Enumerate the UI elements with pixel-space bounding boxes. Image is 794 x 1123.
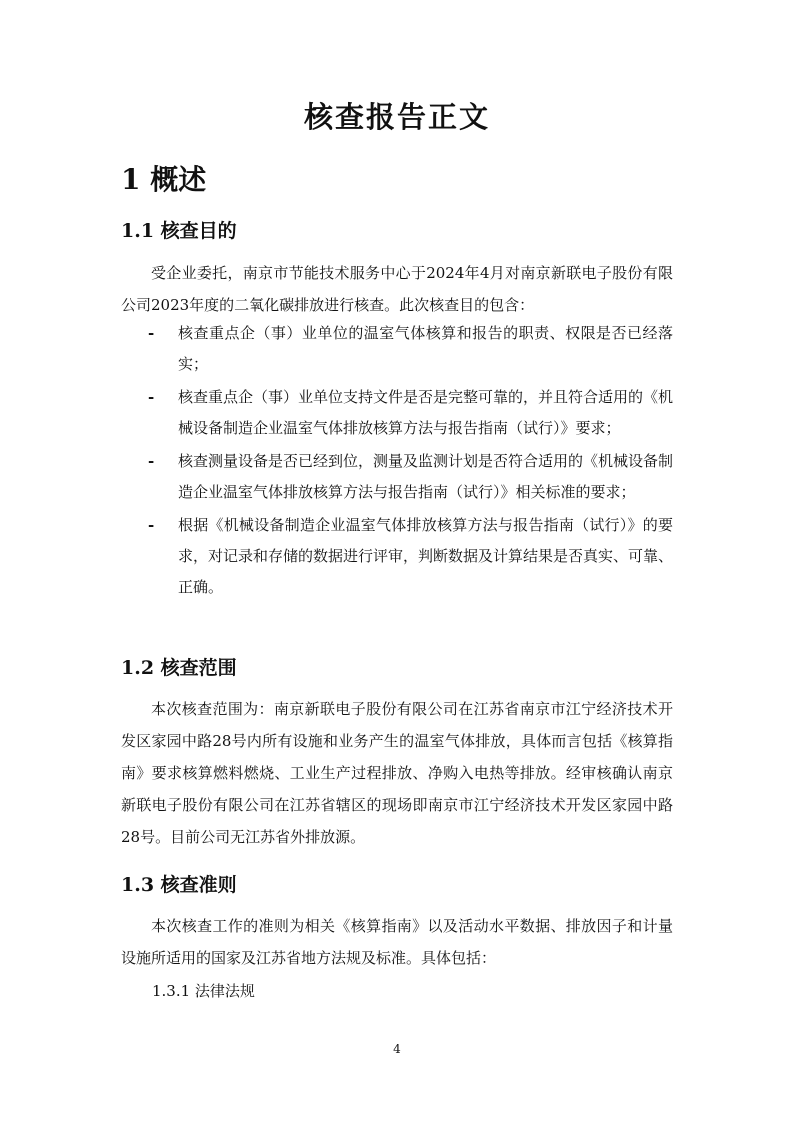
purpose-list-item [121,446,673,508]
purpose-item-text: 核查测量设备是否已经到位，测量及监测计划是否符合适用的《机械设备制造企业温室气体排放核算方法与报告指南（试行）》相关标准的要求； [178,452,674,501]
section-1-heading: 1 概述 [121,163,207,196]
section-1-2-body: 本次核查范围为：南京新联电子股份有限公司在江苏省南京市江宁经济技术开发区家园中路28号内所有设施和业务产生的温室气体排放，具体而言包括《核算指南》要求核算燃料燃烧、工业生产过程排放、净购入电热等排放。经审核确认南京新联电子股份有限公司在江苏省辖区的现场即南京市江宁经济技术开发区家园中路28号。目前公司无江苏省外排放源。 [121,700,673,846]
section-1-3-body: 本次核查工作的准则为相关《核算指南》以及活动水平数据、排放因子和计量设施所适用的国家及江苏省地方法规及标准。具体包括： [121,917,673,967]
page-title: 核查报告正文 [303,100,490,134]
purpose-list-item [121,510,673,603]
section-1-1-heading: 1.1 核查目的 [121,220,237,242]
purpose-item-text: 根据《机械设备制造企业温室气体排放核算方法与报告指南（试行）》的要求，对记录和存储的数据进行评审，判断数据及计算结果是否真实、可靠、正确。 [178,516,674,596]
purpose-list-item [121,382,673,444]
purpose-item-text: 核查重点企（事）业单位支持文件是否是完整可靠的，并且符合适用的《机械设备制造企业温室气体排放核算方法与报告指南（试行）》要求； [178,388,674,437]
bullet-dash-icon: - [148,324,155,342]
section-1-3-1-heading: 1.3.1 法律法规 [152,982,255,1000]
purpose-list [121,318,673,603]
bullet-dash-icon: - [148,452,155,470]
purpose-list-item [121,318,673,380]
bullet-dash-icon: - [148,516,155,534]
page-number: 4 [393,1042,401,1056]
purpose-item-text: 核查重点企（事）业单位的温室气体核算和报告的职责、权限是否已经落实； [178,324,673,373]
bullet-dash-icon: - [148,388,155,406]
section-1-2-heading: 1.2 核查范围 [121,657,237,679]
section-1-3-heading: 1.3 核查准则 [121,874,237,896]
section-1-1-intro: 受企业委托，南京市节能技术服务中心于2024年4月对南京新联电子股份有限公司2023年度的二氧化碳排放进行核查。此次核查目的包含： [121,264,673,314]
